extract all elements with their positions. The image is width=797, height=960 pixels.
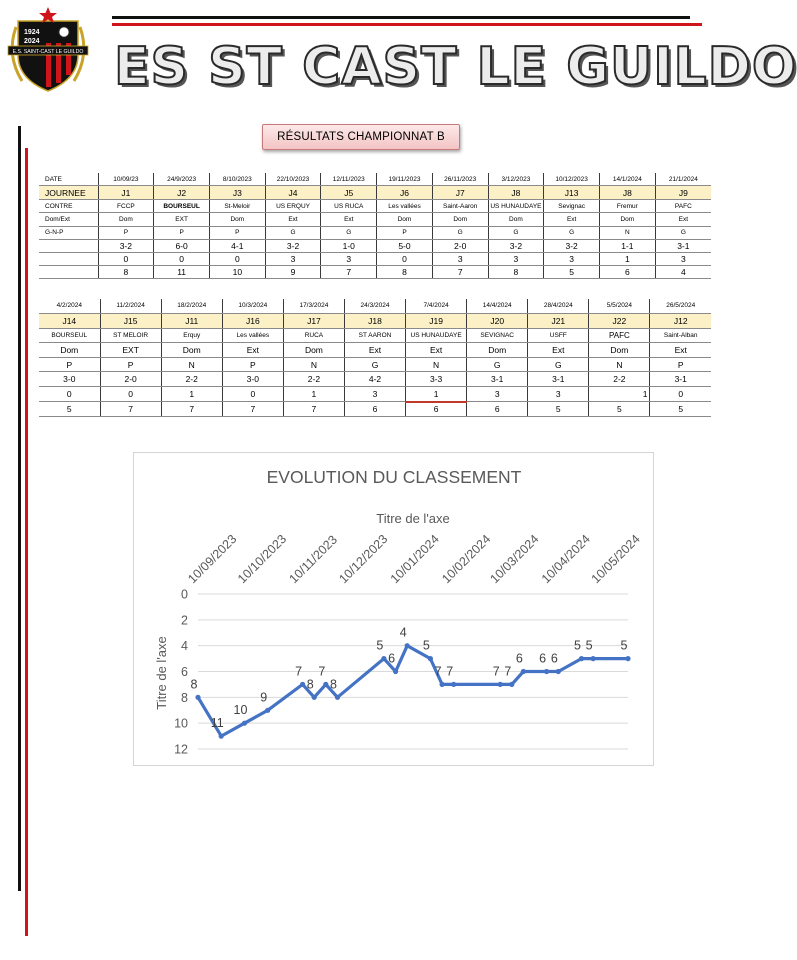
data-label: 6	[388, 651, 396, 666]
cell-result: P	[39, 357, 100, 372]
cell-date: 17/3/2024	[283, 299, 344, 313]
cell-score: 2-0	[432, 239, 488, 252]
cell-points: 3	[655, 252, 711, 265]
cell-score: 1-0	[321, 239, 377, 252]
cell-journee: J6	[377, 186, 433, 200]
data-point	[312, 695, 317, 700]
cell-ranking: 9	[265, 266, 321, 279]
cell-points: 0	[100, 386, 161, 401]
cell-points: 0	[154, 252, 210, 265]
cell-venue: EXT	[154, 213, 210, 226]
cell-opponent: US RUCA	[321, 200, 377, 213]
cell-ranking: 7	[283, 402, 344, 417]
cell-date: 5/5/2024	[589, 299, 650, 313]
cell-date: 14/1/2024	[600, 173, 656, 186]
cell-result: N	[283, 357, 344, 372]
cell-date: 10/3/2024	[222, 299, 283, 313]
cell-opponent: St-Meloir	[209, 200, 265, 213]
row-label-dom-ext: Dom/Ext	[39, 213, 98, 226]
header-rule-black	[112, 16, 690, 19]
x-tick-label: 10/11/2023	[286, 532, 341, 587]
cell-opponent: USFF	[528, 328, 589, 343]
cell-score: 2-0	[100, 372, 161, 387]
logo-ball	[59, 27, 69, 37]
cell-opponent: ST MELOIR	[100, 328, 161, 343]
cell-result: N	[406, 357, 467, 372]
cell-opponent: RUCA	[283, 328, 344, 343]
cell-points: 3	[544, 252, 600, 265]
row-label-contre: CONTRE	[39, 200, 98, 213]
cell-journee: J20	[467, 313, 528, 328]
data-point	[544, 669, 549, 674]
x-tick-label: 10/04/2024	[538, 531, 593, 587]
y-axis-title: Titre de l'axe	[154, 636, 169, 710]
cell-date: 22/10/2023	[265, 173, 321, 186]
data-label: 7	[295, 664, 303, 679]
data-label: 6	[539, 651, 547, 666]
cell-ranking: 5	[589, 402, 650, 417]
cell-points: 3	[488, 252, 544, 265]
y-tick-label: 0	[181, 587, 188, 602]
cell-venue: Ext	[344, 343, 405, 358]
cell-ranking: 8	[488, 266, 544, 279]
cell-date: 11/2/2024	[100, 299, 161, 313]
data-label: 7	[492, 664, 500, 679]
row-gnp	[39, 357, 711, 372]
row-score	[39, 239, 711, 252]
data-label: 6	[515, 651, 523, 666]
data-label: 8	[330, 677, 337, 692]
cell-date: 7/4/2024	[406, 299, 467, 313]
cell-venue: Dom	[600, 213, 656, 226]
row-ranking	[39, 266, 711, 279]
cell-score: 3-1	[528, 372, 589, 387]
cell-date: 10/12/2023	[544, 173, 600, 186]
cell-ranking: 5	[544, 266, 600, 279]
cell-opponent: US HUNAUDAYE	[406, 328, 467, 343]
cell-opponent: Erquy	[161, 328, 222, 343]
cell-points: 3	[265, 252, 321, 265]
cell-journee: J11	[161, 313, 222, 328]
row-label-gnp: G-N-P	[39, 226, 98, 239]
cell-opponent: Fremur	[600, 200, 656, 213]
data-label: 10	[233, 703, 248, 718]
data-label: 4	[399, 625, 407, 640]
row-contre	[39, 200, 711, 213]
cell-journee: J8	[488, 186, 544, 200]
cell-points: 0	[39, 386, 100, 401]
cell-score: 3-1	[467, 372, 528, 387]
cell-venue: EXT	[100, 343, 161, 358]
cell-journee: J17	[283, 313, 344, 328]
cell-score: 6-0	[154, 239, 210, 252]
cell-result: P	[209, 226, 265, 239]
x-tick-label: 10/01/2024	[387, 531, 442, 587]
cell-journee: J22	[589, 313, 650, 328]
cell-result: G	[467, 357, 528, 372]
results-title: RÉSULTATS CHAMPIONNAT B	[262, 124, 460, 150]
cell-date: 21/1/2024	[655, 173, 711, 186]
cell-opponent: Sevignac	[544, 200, 600, 213]
cell-points: 3	[528, 386, 589, 401]
cell-score: 1-1	[600, 239, 656, 252]
y-tick-label: 10	[174, 716, 188, 731]
cell-journee: J4	[265, 186, 321, 200]
cell-journee: J5	[321, 186, 377, 200]
cell-date: 24/9/2023	[154, 173, 210, 186]
row-gnp	[39, 226, 711, 239]
cell-score: 3-0	[39, 372, 100, 387]
x-tick-label: 10/10/2023	[235, 531, 290, 587]
cell-venue: Dom	[432, 213, 488, 226]
cell-venue: Ext	[528, 343, 589, 358]
data-label: 7	[504, 664, 512, 679]
cell-result: G	[488, 226, 544, 239]
cell-opponent: Saint-Aaron	[432, 200, 488, 213]
cell-venue: Dom	[377, 213, 433, 226]
x-tick-label: 10/05/2024	[588, 531, 643, 587]
data-label: 5	[376, 638, 384, 653]
cell-journee: J7	[432, 186, 488, 200]
data-label: 6	[550, 651, 558, 666]
data-point	[405, 643, 410, 648]
results-table-first-half	[39, 173, 711, 279]
x-tick-label: 10/12/2023	[336, 531, 391, 587]
cell-score: 5-0	[377, 239, 433, 252]
data-point	[509, 682, 514, 687]
data-point	[393, 669, 398, 674]
cell-score: 3-2	[98, 239, 154, 252]
row-date	[39, 173, 711, 186]
cell-points: 3	[321, 252, 377, 265]
cell-result: P	[650, 357, 711, 372]
cell-ranking: 6	[344, 402, 405, 417]
row-score	[39, 372, 711, 387]
cell-score: 2-2	[589, 372, 650, 387]
cell-journee: J16	[222, 313, 283, 328]
cell-result: P	[154, 226, 210, 239]
logo-ribbon-text: E.S. SAINT-CAST LE GUILDO	[12, 49, 84, 55]
data-point	[498, 682, 503, 687]
cell-result: P	[98, 226, 154, 239]
data-point	[556, 669, 561, 674]
cell-journee: J9	[655, 186, 711, 200]
cell-opponent: US ERQUY	[265, 200, 321, 213]
cell-points: 0	[98, 252, 154, 265]
data-point	[451, 682, 456, 687]
row-journee	[39, 313, 711, 328]
data-label: 5	[574, 638, 581, 653]
cell-venue: Dom	[283, 343, 344, 358]
cell-ranking: 5	[39, 402, 100, 417]
cell-points: 1	[600, 252, 656, 265]
data-label: 8	[306, 677, 314, 692]
data-label: 5	[620, 638, 628, 653]
cell-venue: Dom	[209, 213, 265, 226]
cell-opponent: Les vallées	[222, 328, 283, 343]
cell-ranking: 5	[650, 402, 711, 417]
cell-venue: Ext	[265, 213, 321, 226]
y-tick-label: 12	[174, 742, 188, 757]
x-tick-labels	[185, 532, 643, 586]
cell-ranking: 6	[467, 402, 528, 417]
y-tick-labels	[174, 588, 188, 757]
logo-year-1: 1924	[24, 29, 40, 36]
cell-ranking: 6	[600, 266, 656, 279]
row-contre	[39, 328, 711, 343]
cell-score: 3-0	[222, 372, 283, 387]
cell-venue: Ext	[321, 213, 377, 226]
y-tick-label: 6	[181, 665, 188, 679]
y-tick-label: 8	[181, 690, 188, 705]
cell-opponent: PAFC	[589, 328, 650, 343]
cell-date: 24/3/2024	[344, 299, 405, 313]
cell-ranking: 7	[161, 402, 222, 417]
row-label-date: DATE	[39, 173, 98, 186]
cell-journee: J19	[406, 313, 467, 328]
cell-venue: Dom	[589, 343, 650, 358]
cell-score: 2-2	[283, 372, 344, 387]
cell-ranking: 8	[377, 266, 433, 279]
cell-opponent: BOURSEUL	[154, 200, 210, 213]
cell-venue: Ext	[222, 343, 283, 358]
cell-points: 3	[432, 252, 488, 265]
y-tick-label: 4	[181, 639, 188, 654]
cell-points: 1	[406, 386, 467, 401]
data-point	[265, 708, 270, 713]
cell-result: G	[321, 226, 377, 239]
data-point	[323, 682, 328, 687]
cell-journee: J3	[209, 186, 265, 200]
data-point	[591, 656, 596, 661]
cell-venue: Dom	[161, 343, 222, 358]
cell-journee: J8	[600, 186, 656, 200]
cell-score: 3-2	[544, 239, 600, 252]
cell-result: G	[655, 226, 711, 239]
row-dom-ext	[39, 343, 711, 358]
data-point	[521, 669, 526, 674]
data-label: 7	[318, 664, 326, 679]
cell-venue: Ext	[544, 213, 600, 226]
row-points	[39, 252, 711, 265]
cell-date: 26/11/2023	[432, 173, 488, 186]
cell-date: 19/11/2023	[377, 173, 433, 186]
cell-result: G	[528, 357, 589, 372]
y-tick-label: 2	[181, 613, 188, 628]
cell-date: 14/4/2024	[467, 299, 528, 313]
data-point	[219, 734, 224, 739]
cell-journee: J12	[650, 313, 711, 328]
cell-journee: J15	[100, 313, 161, 328]
cell-journee: J18	[344, 313, 405, 328]
row-journee	[39, 186, 711, 200]
cell-points: 0	[222, 386, 283, 401]
cell-result: G	[544, 226, 600, 239]
left-rule-red	[25, 148, 28, 936]
cell-journee: J13	[544, 186, 600, 200]
gridlines	[198, 594, 628, 749]
cell-venue: Ext	[406, 343, 467, 358]
cell-points: 0	[377, 252, 433, 265]
club-name-banner: ES ST CAST LE GUILDO	[114, 37, 797, 97]
cell-journee: J21	[528, 313, 589, 328]
cell-opponent: Saint-Alban	[650, 328, 711, 343]
cell-journee: J14	[39, 313, 100, 328]
cell-score: 3-1	[650, 372, 711, 387]
cell-result: G	[344, 357, 405, 372]
cell-date: 12/11/2023	[321, 173, 377, 186]
cell-score: 3-3	[406, 372, 467, 387]
x-tick-label: 10/02/2024	[439, 531, 494, 587]
cell-opponent: FCCP	[98, 200, 154, 213]
row-label-journee: JOURNEE	[39, 186, 98, 200]
cell-result: P	[377, 226, 433, 239]
left-rule-black	[18, 126, 21, 891]
header-rule-red	[112, 23, 702, 26]
cell-ranking: 7	[100, 402, 161, 417]
cell-ranking: 10	[209, 266, 265, 279]
data-point	[335, 695, 340, 700]
cell-result: G	[432, 226, 488, 239]
cell-date: 3/12/2023	[488, 173, 544, 186]
cell-ranking: 7	[432, 266, 488, 279]
x-axis-title: Titre de l'axe	[376, 511, 450, 526]
cell-date: 4/2/2024	[39, 299, 100, 313]
data-point	[195, 695, 200, 700]
data-point	[381, 656, 386, 661]
cell-date: 8/10/2023	[209, 173, 265, 186]
cell-venue: Dom	[488, 213, 544, 226]
row-label-ranking	[39, 266, 98, 279]
data-labels	[191, 626, 631, 739]
cell-venue: Ext	[650, 343, 711, 358]
data-point	[428, 656, 433, 661]
row-dom-ext	[39, 213, 711, 226]
cell-score: 3-2	[265, 239, 321, 252]
cell-ranking: 6	[406, 402, 467, 417]
cell-date: 18/2/2024	[161, 299, 222, 313]
data-point	[300, 682, 305, 687]
cell-opponent: ST AARON	[344, 328, 405, 343]
data-point	[579, 656, 584, 661]
cell-journee: J1	[98, 186, 154, 200]
cell-ranking: 7	[222, 402, 283, 417]
cell-opponent: BOURSEUL	[39, 328, 100, 343]
cell-opponent: PAFC	[655, 200, 711, 213]
cell-opponent: Les vallées	[377, 200, 433, 213]
cell-ranking: 11	[154, 266, 210, 279]
data-label: 9	[260, 690, 268, 705]
cell-journee: J2	[154, 186, 210, 200]
cell-points: 0	[209, 252, 265, 265]
x-tick-label: 10/03/2024	[487, 531, 542, 587]
cell-score: 3-1	[655, 239, 711, 252]
row-label-score	[39, 239, 98, 252]
cell-result: P	[222, 357, 283, 372]
data-label: 7	[446, 664, 454, 679]
cell-result: N	[589, 357, 650, 372]
data-point	[440, 682, 445, 687]
club-logo	[4, 3, 92, 95]
cell-ranking: 8	[98, 266, 154, 279]
cell-points: 0	[650, 386, 711, 401]
x-tick-label: 10/09/2023	[185, 531, 240, 587]
data-point	[625, 656, 630, 661]
cell-score: 2-2	[161, 372, 222, 387]
data-label: 8	[190, 677, 198, 692]
cell-date: 28/4/2024	[528, 299, 589, 313]
cell-points: 3	[467, 386, 528, 401]
cell-ranking: 7	[321, 266, 377, 279]
cell-result: N	[600, 226, 656, 239]
cell-ranking: 5	[528, 402, 589, 417]
cell-date: 26/5/2024	[650, 299, 711, 313]
row-points	[39, 386, 711, 401]
logo-year-2: 2024	[24, 38, 40, 45]
results-table-second-half	[39, 299, 711, 417]
cell-result: N	[161, 357, 222, 372]
cell-venue: Dom	[39, 343, 100, 358]
cell-points: 3	[344, 386, 405, 401]
data-point	[242, 721, 247, 726]
cell-score: 3-2	[488, 239, 544, 252]
cell-points: 1	[589, 386, 650, 401]
cell-score: 4-1	[209, 239, 265, 252]
data-label: 11	[210, 716, 224, 731]
chart-title: EVOLUTION DU CLASSEMENT	[266, 467, 522, 487]
cell-points: 1	[283, 386, 344, 401]
cell-score: 4-2	[344, 372, 405, 387]
cell-ranking: 4	[655, 266, 711, 279]
cell-venue: Dom	[98, 213, 154, 226]
row-label-points	[39, 252, 98, 265]
cell-result: P	[100, 357, 161, 372]
data-label: 5	[585, 638, 593, 653]
cell-opponent: US HUNAUDAYE	[488, 200, 544, 213]
cell-venue: Ext	[655, 213, 711, 226]
data-label: 5	[422, 638, 430, 653]
cell-venue: Dom	[467, 343, 528, 358]
cell-points: 1	[161, 386, 222, 401]
row-date	[39, 299, 711, 313]
cell-opponent: SEVIGNAC	[467, 328, 528, 343]
cell-result: G	[265, 226, 321, 239]
data-label: 7	[434, 664, 442, 679]
ranking-evolution-chart	[133, 452, 654, 766]
cell-date: 10/09/23	[98, 173, 154, 186]
row-ranking	[39, 402, 711, 417]
